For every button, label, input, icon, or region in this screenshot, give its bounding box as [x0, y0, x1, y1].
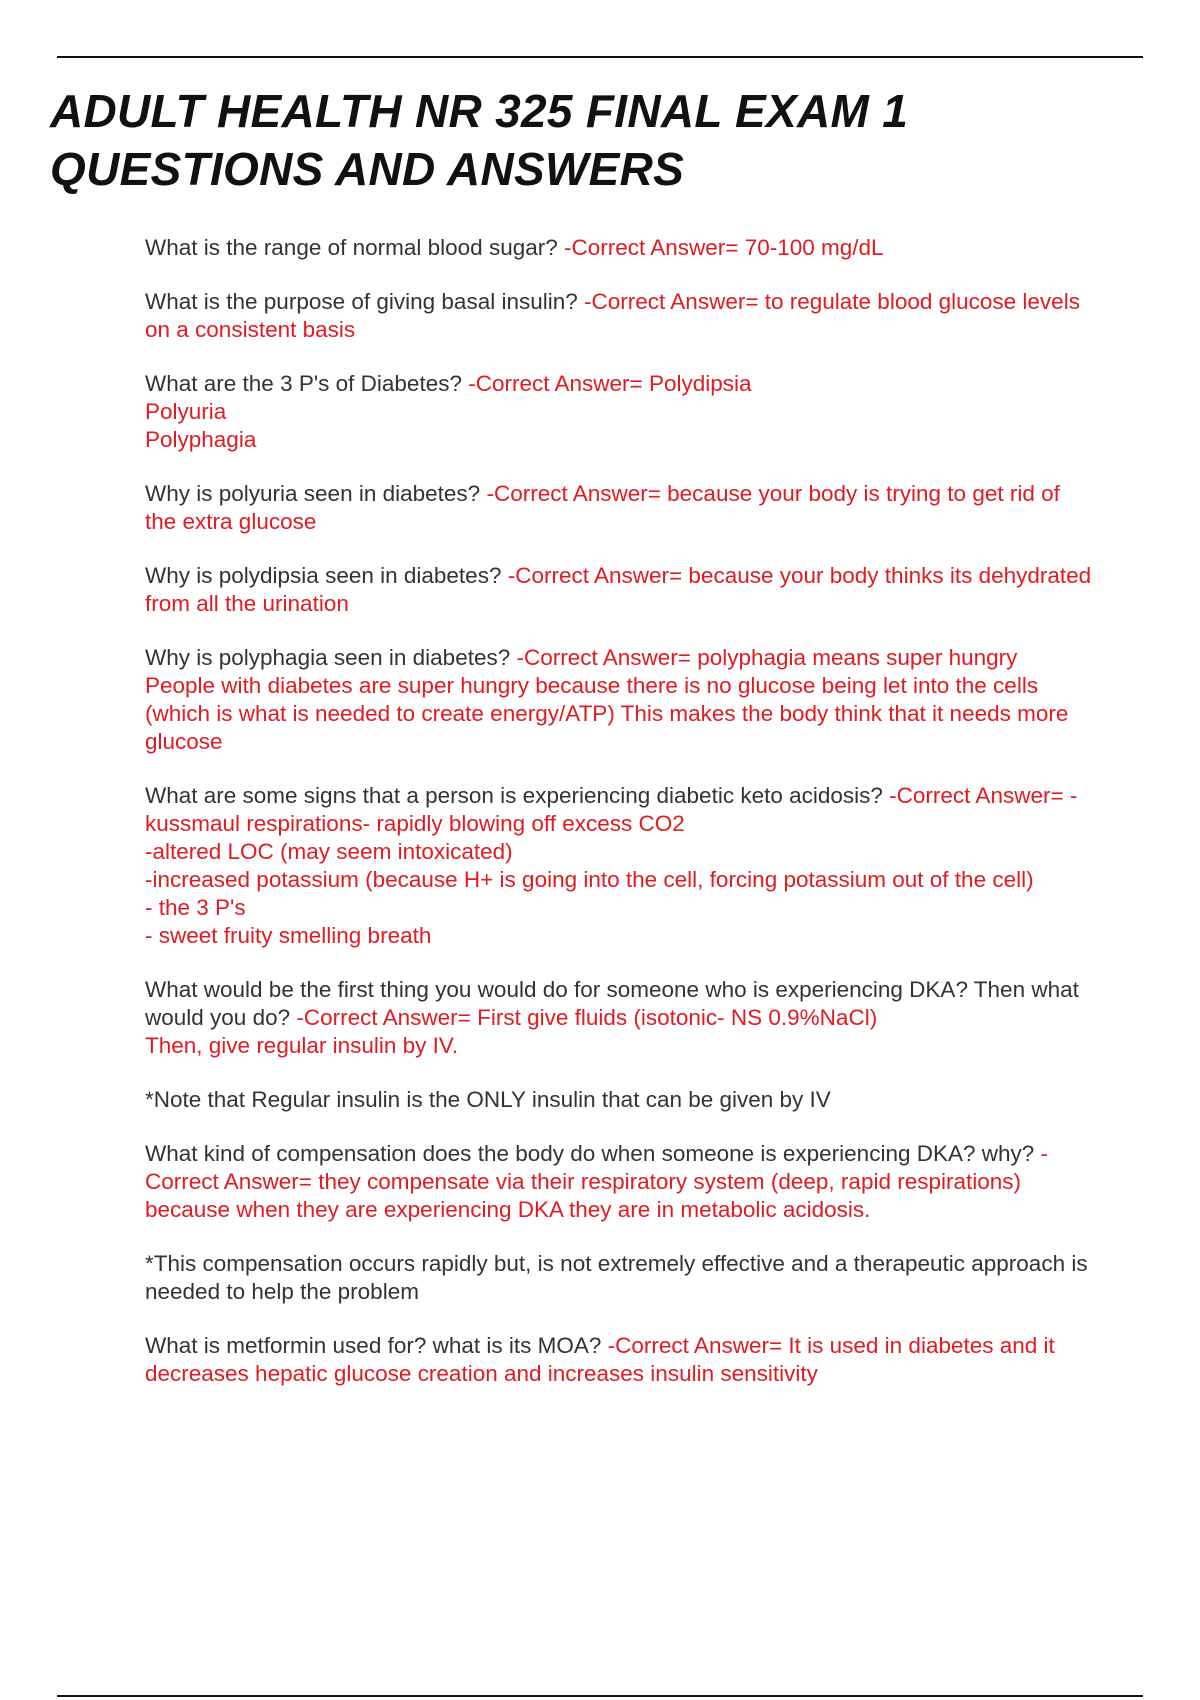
- answer-label: -Correct Answer=: [296, 1005, 471, 1030]
- answer-label: -Correct Answer=: [607, 1333, 783, 1358]
- qa-item-dka-first-step: [145, 976, 1095, 1060]
- question-text: What is metformin used for? what is its MOA?: [145, 1333, 602, 1358]
- qa-item-dka-signs: [145, 782, 1095, 950]
- question-text: What are the 3 P's of Diabetes?: [145, 371, 462, 396]
- answer-text: It is used in diabetes and it decreases hepatic glucose creation and increases insulin sensitivity: [145, 1333, 1055, 1386]
- title-line-2: QUESTIONS AND ANSWERS: [50, 143, 685, 195]
- answer-text: Polydipsia: [648, 371, 752, 396]
- answer-line: Polyuria: [145, 399, 227, 424]
- question-text: What would be the first thing you would do for someone who is experiencing DKA? Then what would you do?: [145, 977, 1079, 1030]
- question-text: Why is polyphagia seen in diabetes?: [145, 645, 511, 670]
- document-title: [50, 82, 1150, 198]
- answer-text: polyphagia means super hungry: [697, 645, 1018, 670]
- answer-line: -increased potassium (because H+ is going into the cell, forcing potassium out of the cell): [145, 867, 1034, 892]
- answer-label: -Correct Answer=: [507, 563, 683, 588]
- qa-item-basal-insulin: [145, 288, 1095, 344]
- answer-text: because your body thinks its dehydrated from all the urination: [145, 563, 1092, 616]
- question-text: Why is polyuria seen in diabetes?: [145, 481, 481, 506]
- qa-item-polydipsia: [145, 562, 1095, 618]
- answer-label: -Correct Answer=: [516, 645, 691, 670]
- qa-item-dka-compensation: [145, 1140, 1095, 1224]
- top-rule: [57, 56, 1143, 58]
- question-text: Why is polydipsia seen in diabetes?: [145, 563, 502, 588]
- question-text: What is the range of normal blood sugar?: [145, 235, 558, 260]
- answer-text: because your body is trying to get rid of the extra glucose: [145, 481, 1060, 534]
- qa-item-normal-blood-sugar: [145, 234, 1095, 262]
- answer-text: -kussmaul respirations- rapidly blowing off excess CO2: [145, 783, 1078, 836]
- qa-item-polyuria: [145, 480, 1095, 536]
- answer-label: -Correct Answer=: [889, 783, 1064, 808]
- answer-text: 70-100 mg/dL: [744, 235, 884, 260]
- question-text: What kind of compensation does the body do when someone is experiencing DKA? why?: [145, 1141, 1035, 1166]
- answer-line: - sweet fruity smelling breath: [145, 923, 432, 948]
- answer-label: -Correct Answer=: [564, 235, 739, 260]
- question-text: What is the purpose of giving basal insulin?: [145, 289, 578, 314]
- answer-label: -Correct Answer=: [468, 371, 643, 396]
- answer-line: -altered LOC (may seem intoxicated): [145, 839, 513, 864]
- answer-line: Then, give regular insulin by IV.: [145, 1033, 459, 1058]
- answer-line: Polyphagia: [145, 427, 257, 452]
- bottom-rule: [57, 1695, 1143, 1697]
- note-compensation: *This compensation occurs rapidly but, is not extremely effective and a therapeutic approach is needed to help the problem: [145, 1251, 1088, 1304]
- answer-text: they compensate via their respiratory system (deep, rapid respirations) because when they are experiencing DKA they are in metabolic acidosis.: [145, 1169, 1022, 1222]
- answer-label: -Correct Answer=: [584, 289, 759, 314]
- note-regular-insulin: *Note that Regular insulin is the ONLY insulin that can be given by IV: [145, 1087, 831, 1112]
- answer-text: First give fluids (isotonic- NS 0.9%NaCl): [477, 1005, 878, 1030]
- qa-item-three-ps: [145, 370, 1095, 454]
- question-text: What are some signs that a person is experiencing diabetic keto acidosis?: [145, 783, 883, 808]
- answer-line: - the 3 P's: [145, 895, 246, 920]
- answer-text: to regulate blood glucose levels on a consistent basis: [145, 289, 1080, 342]
- answer-label: -Correct Answer=: [145, 1141, 1049, 1194]
- answer-label: -Correct Answer=: [486, 481, 661, 506]
- qa-item-metformin: [145, 1332, 1095, 1388]
- answer-line: People with diabetes are super hungry because there is no glucose being let into the cells (which is what is needed to create energy/ATP) This makes the body think that it needs more glucose: [145, 673, 1069, 754]
- title-line-1: ADULT HEALTH NR 325 FINAL EXAM 1: [50, 85, 909, 137]
- qa-list: [145, 234, 1095, 1414]
- qa-item-polyphagia: [145, 644, 1095, 756]
